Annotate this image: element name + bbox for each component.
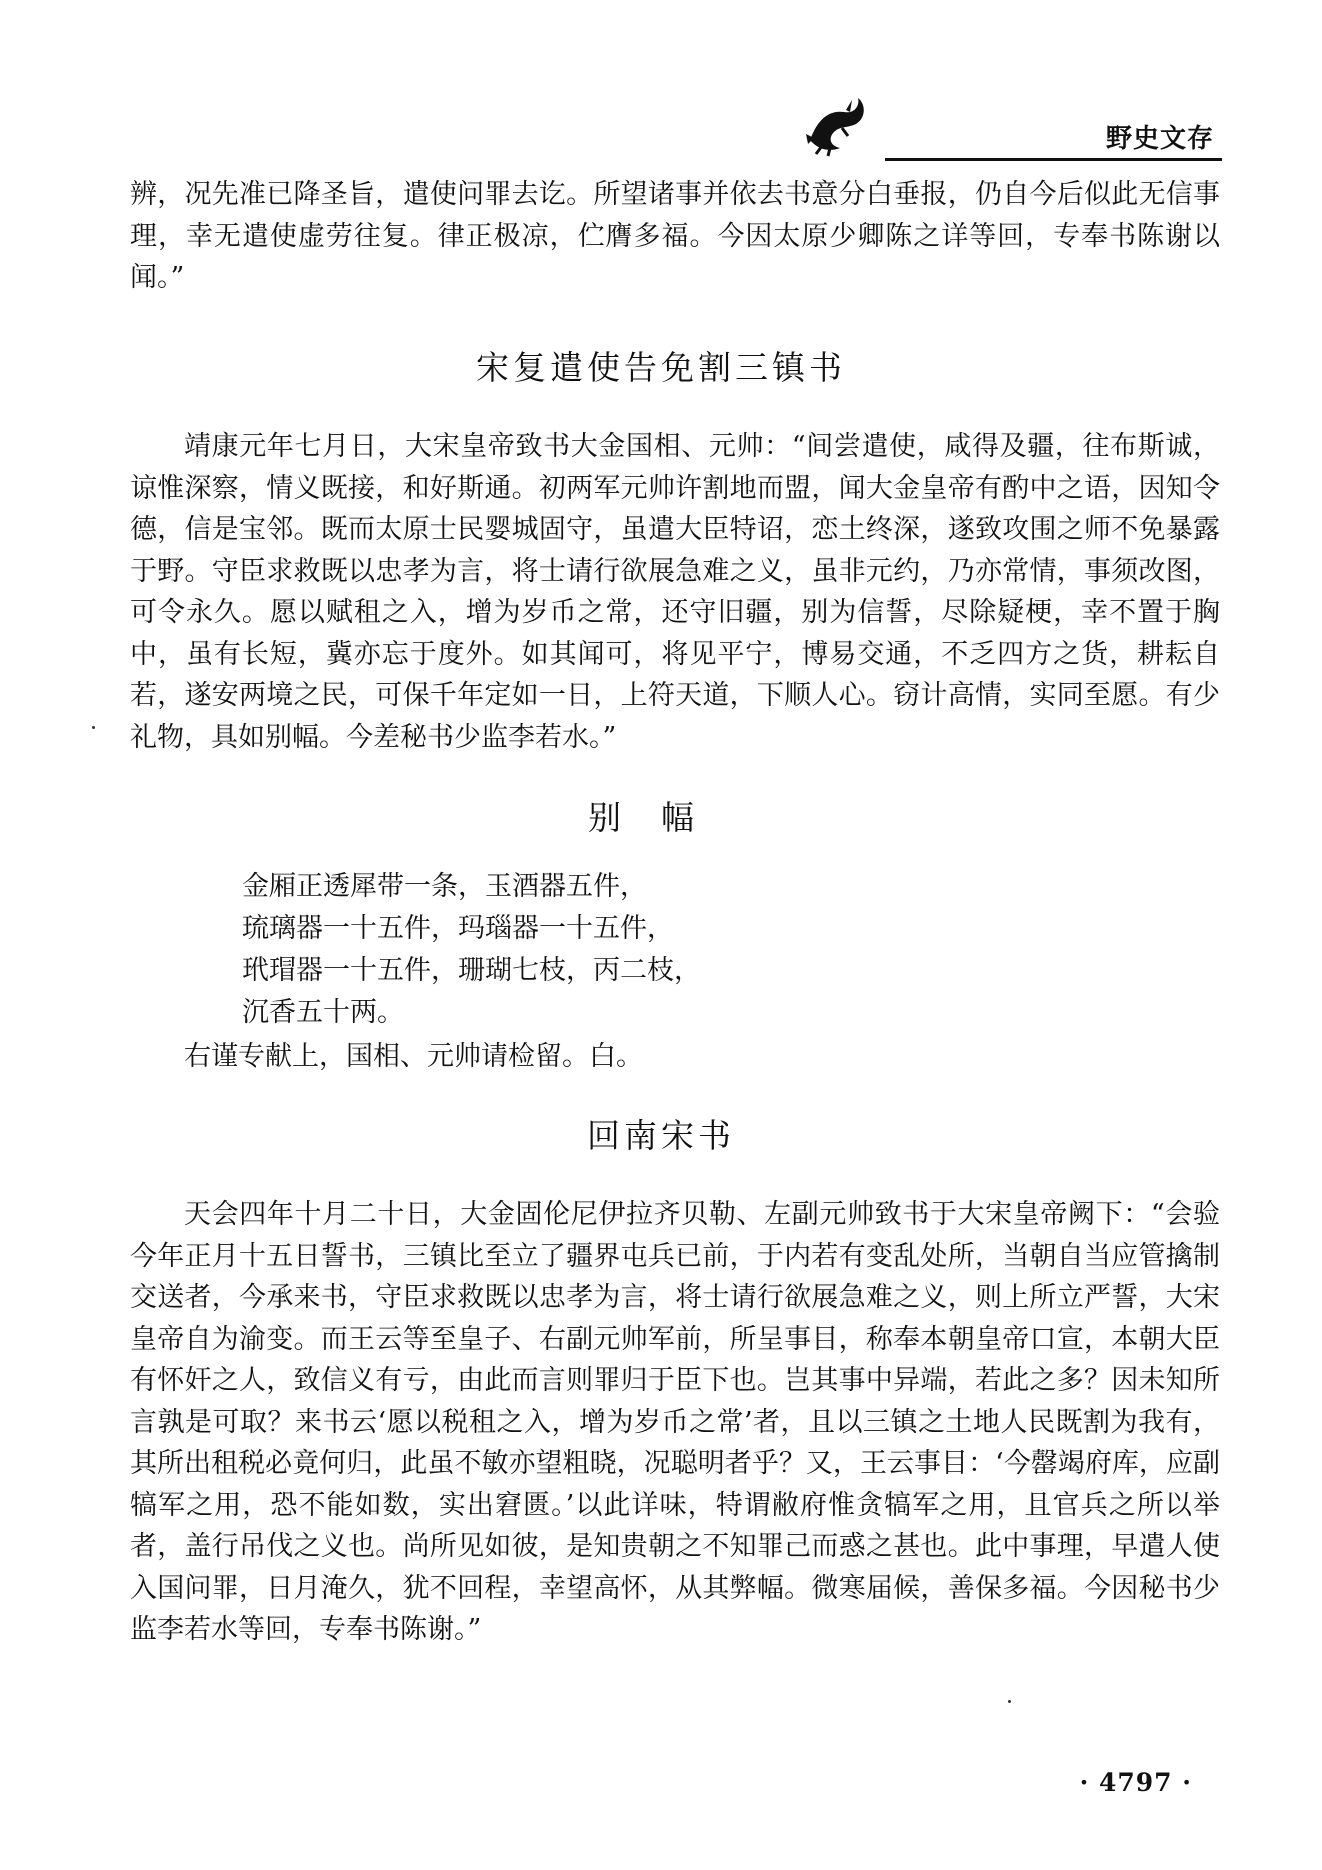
series-title: 野史文存 <box>1105 124 1214 154</box>
attachment-closing: 右谨专献上，国相、元帅请检留。白。 <box>184 1041 643 1072</box>
gift-item: 琉璃器一十五件，玛瑙器一十五件， <box>242 913 674 944</box>
page-header <box>0 0 1322 160</box>
section-title-reply-letter: 回南宋书 <box>587 1116 735 1155</box>
scan-speck <box>92 726 95 729</box>
section-title-song-letter: 宋复遣使告免割三镇书 <box>476 348 846 387</box>
intro-paragraph: 辨，况先准已降圣旨，遣使问罪去讫。所望诸事并依去书意分白垂报，仍自今后似此无信事理，幸无遣使虚劳往复。律正极凉，伫膺多福。今因太原少卿陈之详等回，专奉书陈谢以闻。” <box>130 179 1220 293</box>
page-number: · 4797 · <box>1079 1768 1192 1797</box>
gift-list <box>242 866 701 1034</box>
dragon-emblem-icon <box>800 88 872 160</box>
scan-speck <box>1008 1700 1011 1703</box>
section-body-song-letter: 靖康元年七月日，大宋皇帝致书大金国相、元帅：“间尝遣使，咸得及疆，往布斯诚，谅惟深察，情义既接，和好斯通。初两军元帅许割地而盟，闻大金皇帝有酌中之语，因知令德，信是宝邻。既而太原士民婴城固守，虽遣大臣特诏，恋土终深，遂致攻围之师不免暴露于野。守臣求救既以忠孝为言，将士请行欲展急难之义，虽非元约，乃亦常情，事须改图，可令永久。愿以赋租之入，增为岁币之常，还守旧疆，别为信誓，尽除疑梗，幸不置于胸中，虽有长短，冀亦忘于度外。如其闻可，将见平宁，博易交通，不乏四方之货，耕耘自若，遂安两境之民，可保千年定如一日，上符天道，下顺人心。窃计高情，实同至愿。有少礼物，具如别幅。今差秘书少监李若水。” <box>130 431 1220 753</box>
header-rule <box>885 158 1222 161</box>
gift-item: 沉香五十两。 <box>242 997 404 1028</box>
section-title-attachment: 别幅 <box>588 798 734 837</box>
gift-item: 玳瑁器一十五件，珊瑚七枝，丙二枝， <box>242 955 701 986</box>
section-body-reply-letter: 天会四年十月二十日，大金固伦尼伊拉齐贝勒、左副元帅致书于大宋皇帝阙下：“会验今年正月十五日誓书，三镇比至立了疆界屯兵已前，于内若有变乱处所，当朝自当应管擒制交送者，今承来书，守臣求救既以忠孝为言，将士请行欲展急难之义，则上所立严誓，大宋皇帝自为渝变。而王云等至皇子、右副元帅军前，所呈事目，称奉本朝皇帝口宣，本朝大臣有怀奸之人，致信义有亏，由此而言则罪归于臣下也。岂其事中异端，若此之多？因未知所言孰是可取？来书云‘愿以税租之入，增为岁币之常’者，且以三镇之土地人民既割为我有，其所出租税必竟何归，此虽不敏亦望粗晓，况聪明者乎？又，王云事目：‘今罄竭府库，应副犒军之用，恐不能如数，实出窘匮。’以此详味，特谓敝府惟贪犒军之用，且官兵之所以举者，盖行吊伐之义也。尚所见如彼，是知贵朝之不知罪己而惑之甚也。此中事理，早遣人使入国问罪，日月淹久，犹不回程，幸望高怀，从其弊幅。微寒届候，善保多福。今因秘书少监李若水等回，专奉书陈谢。” <box>130 1199 1220 1645</box>
gift-item: 金厢正透犀带一条，玉酒器五件， <box>242 871 647 902</box>
